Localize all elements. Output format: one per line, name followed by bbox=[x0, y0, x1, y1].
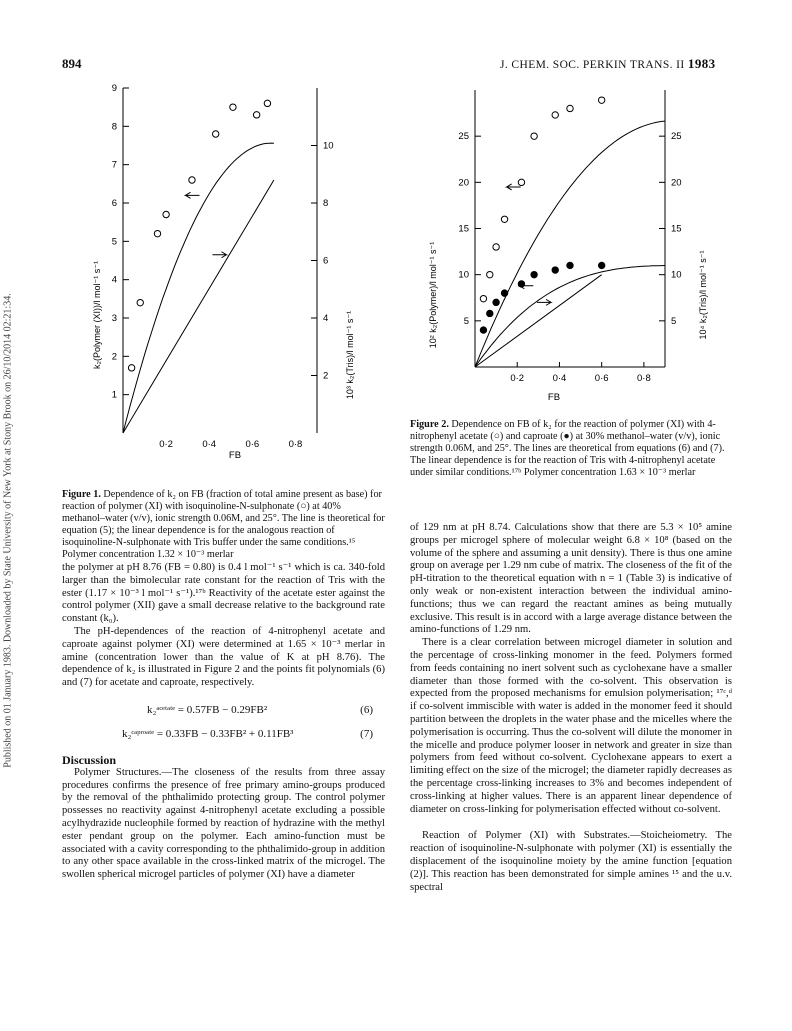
figure2-xtick-label: 0·6 bbox=[594, 373, 609, 384]
figure1-xtick-label: 0·2 bbox=[159, 439, 173, 450]
figure2-caption bbox=[410, 419, 730, 479]
figure1-plot bbox=[112, 83, 334, 450]
figure1-data-point bbox=[163, 211, 169, 217]
figure2-acetate-point bbox=[552, 112, 558, 118]
figure2-acetate-point bbox=[518, 179, 524, 185]
figure1-data-point bbox=[189, 177, 195, 183]
figure1-ytick-label-right: 2 bbox=[323, 370, 329, 382]
figure2-acetate-point bbox=[598, 97, 604, 103]
figure2-ytick-label-left: 10 bbox=[458, 269, 469, 281]
figure2-ytick-label-right: 20 bbox=[671, 177, 682, 189]
figure2-ytick-label-left: 15 bbox=[458, 223, 469, 235]
figure1-ytick-label-right: 6 bbox=[323, 255, 329, 267]
right-paragraph-2: There is a clear correlation between microgel diameter in solution and the percentage of cross-linking monomer in the feed. Polymers formed from feeds containing no inert solvent such as cyclohexane have a smaller diameter than those formed with the co-solvent. This observation is expected from the proposed mechanisms for emulsion polymerisation; ¹⁷ᶜ,ᵈ if co-solvent immiscible with water is added in the monomer feed it should partition between the droplets in the water phase and the micelles where the polymerisation is occurring. Thus the co-solvent will dilute the monomer in the micelle and produce polymer looser in network and greater in size than polymers from feed without co-solvent. Cyclohexane appears to exert a limiting effect on the size of the microgel; the diameter rapidly decreases as the percentage cross-linking increases to 3% and becomes independent of cross-linking at higher values. There is an apparent linear dependence of diameter on cross-linking for polymerisation effected without co-solvent. bbox=[410, 637, 732, 815]
equation-7-expr: k₂ᶜᵃᵖʳᵒᵃᵗᵉ = 0.33FB − 0.33FB² + 0.11FB³ bbox=[122, 727, 294, 740]
figure1-xtick-label: 0·8 bbox=[288, 439, 303, 450]
journal-title: J. CHEM. SOC. PERKIN TRANS. II bbox=[500, 59, 685, 71]
figure2-ytick-label-right: 10 bbox=[671, 269, 682, 281]
figure2-caproate-point bbox=[493, 299, 499, 305]
equation-6 bbox=[62, 704, 385, 720]
figure1-ytick-label-left: 8 bbox=[111, 121, 117, 133]
equation-7-number: (7) bbox=[360, 727, 373, 740]
figure1-fitted-curve bbox=[123, 143, 274, 433]
figure2-xtick-label: 0·4 bbox=[552, 373, 567, 384]
figure2-plot bbox=[458, 90, 681, 384]
right-column bbox=[410, 522, 732, 894]
left-paragraph-2: The pH-dependences of the reaction of 4-nitrophenyl acetate and caproate against polymer (XI) were determined at 1.65 × 10⁻³ merlar in amine (concentration lower than the value of K at pH 8.76). The dependence of k₂ is illustrated in Figure 2 and the points fit polynomials (6) and (7) for acetate and caproate, respectively. bbox=[62, 625, 386, 689]
journal-year: 1983 bbox=[687, 56, 716, 71]
figure2-ytick-label-right: 15 bbox=[671, 223, 682, 235]
figure1-data-point bbox=[137, 299, 143, 305]
figure2-acetate-point bbox=[487, 271, 493, 277]
figure1-caption-label: Figure 1. bbox=[62, 489, 101, 500]
section-heading-discussion: Discussion bbox=[62, 752, 117, 767]
sidebar-text: Published on 01 January 1983. Downloaded by State University of New York at Stony Brook on 26/10/2014 02:21:34. bbox=[2, 293, 14, 768]
figure1-chart bbox=[60, 80, 400, 480]
figure1-data-point bbox=[230, 104, 236, 110]
figure2-ytick-label-left: 25 bbox=[458, 131, 469, 143]
figure1-ytick-label-right: 10 bbox=[323, 140, 334, 152]
figure2-acetate-curve bbox=[475, 121, 665, 367]
figure1-tris-line bbox=[123, 180, 274, 433]
equation-6-expr: k₂ᵃᶜᵉᵗᵃᵗᵉ = 0.57FB − 0.29FB² bbox=[147, 703, 268, 716]
figure2-xlabel: FB bbox=[547, 392, 561, 403]
figure1-ylabel-right: 10³ k₂(Tris)/l mol⁻¹ s⁻¹ bbox=[345, 310, 355, 400]
figure2-ylabel-right: 10⁴ k₂(Tris)/l mol⁻¹ s⁻¹ bbox=[698, 250, 708, 340]
figure2-arrow-acetate bbox=[507, 184, 521, 190]
figure1-data-point bbox=[212, 131, 218, 137]
figure1-xtick-label: 0·6 bbox=[245, 439, 260, 450]
figure2-caproate-point bbox=[487, 310, 493, 316]
figure2-xtick-label: 0·8 bbox=[637, 373, 651, 384]
download-sidebar bbox=[0, 20, 16, 1010]
figure2-caproate-point bbox=[480, 327, 486, 333]
figure1-data-point bbox=[253, 112, 259, 118]
figure2-acetate-point bbox=[567, 105, 573, 111]
figure1-arrow-left bbox=[186, 192, 200, 198]
figure2-caproate-point bbox=[531, 271, 537, 277]
figure2-caproate-curve bbox=[475, 266, 665, 368]
running-head bbox=[500, 56, 716, 72]
figure2-chart bbox=[420, 80, 740, 410]
figure2-caproate-point bbox=[501, 290, 507, 296]
equation-7 bbox=[62, 728, 385, 744]
figure1-caption-text: Dependence of k₂ on FB (fraction of total amine present as base) for reaction of polymer (XI) with isoquinoline-N-sulphonate (○) at 40% methanol–water (v/v), ionic strength 0.06M, and 25°. The line is theoretical for equation (5); the linear dependence is for the analogous reaction of isoquinoline-N-sulphonate with Tris buffer under the same conditions.¹⁵ Polymer concentration 1.32 × 10⁻³ merlar bbox=[62, 489, 385, 560]
figure1-ytick-label-left: 9 bbox=[111, 83, 117, 94]
figure1-ylabel-left: k₂(Polymer (XI))/l mol⁻¹ s⁻¹ bbox=[92, 261, 102, 369]
figure2-ytick-label-left: 20 bbox=[458, 177, 469, 189]
figure2-acetate-point bbox=[493, 244, 499, 250]
figure2-ylabel-left: 10² k₂(Polymer)/l mol⁻¹ s⁻¹ bbox=[428, 241, 438, 349]
figure1-ytick-label-right: 4 bbox=[323, 313, 329, 324]
figure2-acetate-point bbox=[531, 133, 537, 139]
right-paragraph-1: of 129 nm at pH 8.74. Calculations show that there are 5.3 × 10⁵ amine groups per microgel sphere of molecular weight 6.8 × 10⁸ (based on the volume of the sphere and assuming a unit density). There is thus one amine group on average per 1.29 nm cube of matrix. The closeness of the fit of the pH-titration to the theoretical equation with n = 1 (Table 3) is indicative of only weak or non-existent interaction between the individual amino-functions; thus we can regard the reactant amines as being mutually exclusive. This result is in accord with a large average distance between the amino-functions of 1.29 nm. bbox=[410, 522, 732, 636]
figure1-data-point bbox=[264, 100, 270, 106]
figure2-xtick-label: 0·2 bbox=[510, 373, 525, 384]
figure2-ytick-label-right: 25 bbox=[671, 131, 682, 143]
figure1-xtick-label: 0·4 bbox=[202, 439, 217, 450]
left-paragraph-3: Polymer Structures.—The closeness of the results from three assay procedures confirms the presence of free primary amino-groups produced by the removal of the phthalimido protecting group. The control polymer possesses no reactivity against 4-nitrophenyl acetate excluding a possible acylhydrazide nucleophile formed by reaction of hydrazine with the methyl ester pendant group on the polymer. Each amino-function must be associated with a cavity corresponding to the phthalimido-group in addition to any other space available in the cross-linked matrix of the microgel. The swollen spherical microgel particles of polymer (XI) have a diameter bbox=[62, 766, 385, 881]
figure2-caproate-point bbox=[598, 262, 604, 268]
figure2-ytick-label-right: 5 bbox=[671, 315, 677, 327]
figure2-caproate-point bbox=[567, 262, 573, 268]
figure2-caption-label: Figure 2. bbox=[410, 419, 449, 430]
page-number: 894 bbox=[62, 56, 82, 71]
figure1-data-point bbox=[128, 365, 134, 371]
figure1-ytick-label-left: 1 bbox=[111, 389, 117, 401]
figure1-xlabel: FB bbox=[228, 450, 242, 461]
right-paragraph-3: Reaction of Polymer (XI) with Substrates.—Stoicheiometry. The reaction of isoquinoline-N-sulphonate with polymer (XI) is essentially the displacement of the isoquinoline moiety by the amine function [equation (2)]. This reaction has been demonstrated for simple amines ¹⁵ and the u.v. spectral bbox=[410, 830, 732, 893]
figure1-ytick-label-left: 2 bbox=[111, 351, 117, 363]
figure2-caption-text: Dependence on FB of k₂ for the reaction of polymer (XI) with 4-nitrophenyl acetate (○) and caproate (●) at 30% methanol–water (v/v), ionic strength 0.06M, and 25°. The lines are theoretical from equations (6) and (7). The linear dependence is for the reaction of Tris with 4-nitrophenyl acetate under similar conditions.¹⁷ᵇ Polymer concentration 1.63 × 10⁻³ merlar bbox=[410, 419, 725, 478]
left-column bbox=[62, 562, 385, 882]
equation-6-number: (6) bbox=[360, 703, 373, 716]
figure1-ytick-label-left: 3 bbox=[111, 313, 117, 324]
figure2-caproate-point bbox=[552, 267, 558, 273]
figure1-arrow-right bbox=[212, 252, 226, 258]
figure1-ytick-label-left: 5 bbox=[111, 236, 117, 248]
figure1-ytick-label-left: 4 bbox=[111, 274, 117, 286]
figure2-acetate-point bbox=[501, 216, 507, 222]
figure1-caption bbox=[62, 489, 385, 561]
figure1-ytick-label-left: 6 bbox=[111, 198, 117, 209]
figure2-acetate-point bbox=[480, 295, 486, 301]
left-paragraph-1: the polymer at pH 8.76 (FB = 0.80) is 0.4 l mol⁻¹ s⁻¹ which is ca. 340-fold larger than the bimolecular rate constant for the reaction of Tris with the ester (1.17 × 10⁻³ l mol⁻¹ s⁻¹).¹⁷ᵇ Reactivity of the acetate ester against the control polymer (XII) gave a small decrease relative to the background rate constant (k₀). bbox=[62, 562, 385, 625]
figure2-ytick-label-left: 5 bbox=[463, 315, 469, 327]
figure1-ytick-label-left: 7 bbox=[111, 159, 117, 171]
figure1-data-point bbox=[154, 230, 160, 236]
figure1-ytick-label-right: 8 bbox=[323, 198, 329, 209]
